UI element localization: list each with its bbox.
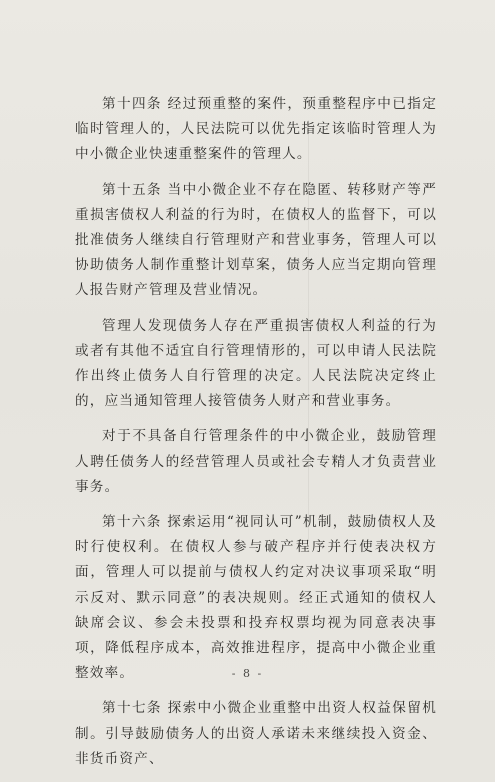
paragraph-article-14: 第十四条 经过预重整的案件，预重整程序中已指定临时管理人的，人民法院可以优先指定该临时管理人为中小微企业快速重整案件的管理人。 <box>75 96 437 163</box>
page-number: - 8 - <box>231 667 264 680</box>
paragraph-article-15: 第十五条 当中小微企业不存在隐匿、转移财产等严重损害债权人利益的行为时，在债权人的监督下，可以批准债务人继续自行管理财产和营业事务，管理人可以协助债务人制作重整计划草案，债务人应当定期向管理人报告财产管理及营业情况。 <box>75 181 437 299</box>
paragraph-article-17: 第十七条 探索中小微企业重整中出资人权益保留机制。引导鼓励债务人的出资人承诺未来继续投入资金、非货币资产、 <box>75 700 437 767</box>
paragraph-article-16: 第十六条 探索运用“视同认可”机制，鼓励债权人及时行使权利。在债权人参与破产程序并行使表决权方面，管理人可以提前与债权人约定对决议事项采取“明示反对、默示同意”的表决规则。经正式通知的债权人缺席会议、参会未投票和投弃权票均视为同意表决事项，降低程序成本，高效推进程序，提高中小微企业重整效率。 <box>75 514 437 682</box>
paragraph-hiring: 对于不具备自行管理条件的中小微企业，鼓励管理人聘任债务人的经营管理人员或社会专精人才负责营业事务。 <box>75 428 437 495</box>
paragraph-termination: 管理人发现债务人存在严重损害债权人利益的行为或者有其他不适宜自行管理情形的，可以申请人民法院作出终止债务人自行管理的决定。人民法院决定终止的，应当通知管理人接管债务人财产和营业事务。 <box>75 317 437 410</box>
